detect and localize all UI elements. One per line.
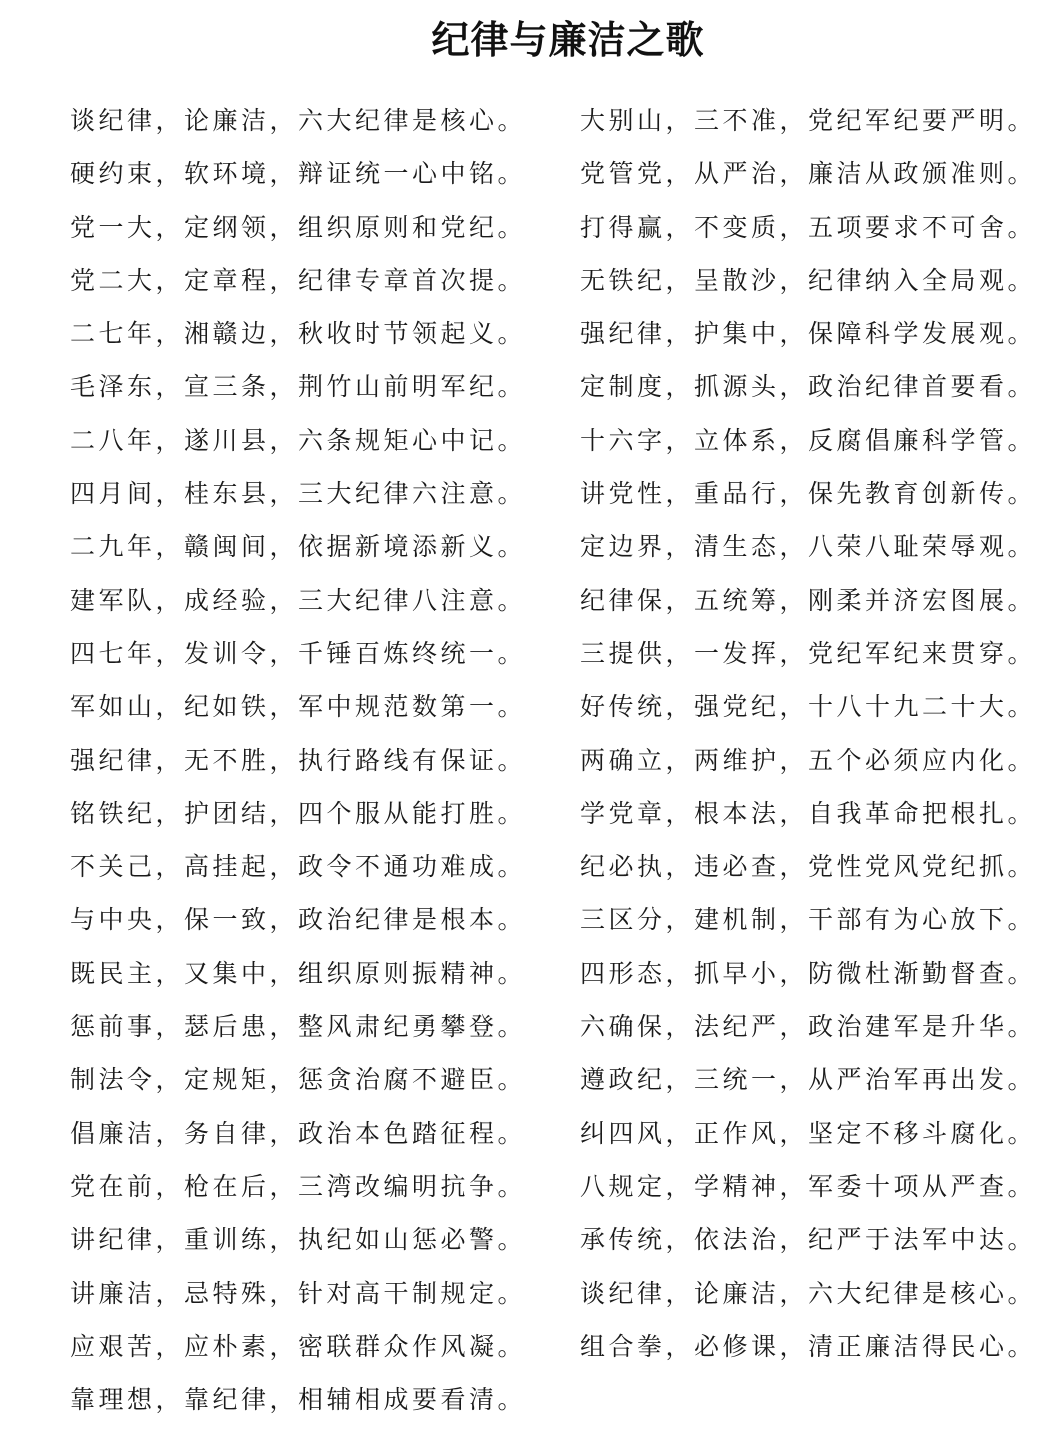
verse-line: 谈纪律，论廉洁，六大纪律是核心。 <box>580 1278 1037 1308</box>
verse-line: 党管党，从严治，廉洁从政颁准则。 <box>580 159 1037 189</box>
verse-line: 打得赢，不变质，五项要求不可舍。 <box>580 212 1037 242</box>
verse-line: 不关己，高挂起，政令不通功难成。 <box>70 852 527 882</box>
verse-line: 承传统，依法治，纪严于法军中达。 <box>580 1225 1037 1255</box>
verse-line: 强纪律，无不胜，执行路线有保证。 <box>70 745 527 775</box>
verse-line: 六确保，法纪严，政治建军是升华。 <box>580 1012 1037 1042</box>
verse-line: 两确立，两维护，五个必须应内化。 <box>580 745 1037 775</box>
verse-line: 定边界，清生态，八荣八耻荣辱观。 <box>580 532 1037 562</box>
verse-line: 靠理想，靠纪律，相辅相成要看清。 <box>70 1385 527 1415</box>
verse-line: 定制度，抓源头，政治纪律首要看。 <box>580 372 1037 402</box>
verse-line: 无铁纪，呈散沙，纪律纳入全局观。 <box>580 265 1037 295</box>
verse-line: 三提供，一发挥，党纪军纪来贯穿。 <box>580 638 1037 668</box>
verse-line: 应艰苦，应朴素，密联群众作风凝。 <box>70 1331 527 1361</box>
verse-line: 铭铁纪，护团结，四个服从能打胜。 <box>70 798 527 828</box>
verse-line: 强纪律，护集中，保障科学发展观。 <box>580 319 1037 349</box>
verse-line: 建军队，成经验，三大纪律八注意。 <box>70 585 527 615</box>
verse-line: 讲纪律，重训练，执纪如山惩必警。 <box>70 1225 527 1255</box>
verse-line: 四形态，抓早小，防微杜渐勤督查。 <box>580 958 1037 988</box>
verse-line: 二八年，遂川县，六条规矩心中记。 <box>70 425 527 455</box>
verse-line: 组合拳，必修课，清正廉洁得民心。 <box>580 1331 1037 1361</box>
verse-line: 好传统，强党纪，十八十九二十大。 <box>580 692 1037 722</box>
verse-line: 党一大，定纲领，组织原则和党纪。 <box>70 212 527 242</box>
verse-line: 制法令，定规矩，惩贪治腐不避臣。 <box>70 1065 527 1095</box>
verse-line: 三区分，建机制，干部有为心放下。 <box>580 905 1037 935</box>
verse-line: 毛泽东，宣三条，荆竹山前明军纪。 <box>70 372 527 402</box>
verse-line: 与中央，保一致，政治纪律是根本。 <box>70 905 527 935</box>
verse-line: 纪必执，违必查，党性党风党纪抓。 <box>580 852 1037 882</box>
verse-line: 二九年，赣闽间，依据新境添新义。 <box>70 532 527 562</box>
verse-line: 讲廉洁，忌特殊，针对高干制规定。 <box>70 1278 527 1308</box>
verse-line: 既民主，又集中，组织原则振精神。 <box>70 958 527 988</box>
verse-line: 四月间，桂东县，三大纪律六注意。 <box>70 479 527 509</box>
verse-line: 倡廉洁，务自律，政治本色踏征程。 <box>70 1118 527 1148</box>
verse-line: 惩前事，瑟后患，整风肃纪勇攀登。 <box>70 1012 527 1042</box>
verse-line: 十六字，立体系，反腐倡廉科学管。 <box>580 425 1037 455</box>
page-title: 纪律与廉洁之歌 <box>431 17 705 62</box>
verse-line: 二七年，湘赣边，秋收时节领起义。 <box>70 319 527 349</box>
verse-line: 八规定，学精神，军委十项从严查。 <box>580 1171 1037 1201</box>
verse-line: 大别山，三不准，党纪军纪要严明。 <box>580 106 1037 135</box>
verse-line: 讲党性，重品行，保先教育创新传。 <box>580 479 1037 509</box>
right-verse-column <box>580 94 1036 1373</box>
verse-line: 军如山，纪如铁，军中规范数第一。 <box>70 692 527 722</box>
verse-line: 纠四风，正作风，坚定不移斗腐化。 <box>580 1118 1037 1148</box>
verse-line: 遵政纪，三统一，从严治军再出发。 <box>580 1065 1037 1095</box>
verse-line: 四七年，发训令，千锤百炼终统一。 <box>70 638 527 668</box>
verse-line: 党在前，枪在后，三湾改编明抗争。 <box>70 1171 527 1201</box>
verse-line: 学党章，根本法，自我革命把根扎。 <box>580 798 1037 828</box>
verse-line: 硬约束，软环境，辩证统一心中铭。 <box>70 159 527 189</box>
verse-line: 党二大，定章程，纪律专章首次提。 <box>70 265 527 295</box>
verse-line: 谈纪律，论廉洁，六大纪律是核心。 <box>70 106 527 135</box>
verse-line: 纪律保，五统筹，刚柔并济宏图展。 <box>580 585 1037 615</box>
left-verse-column <box>70 94 526 1426</box>
